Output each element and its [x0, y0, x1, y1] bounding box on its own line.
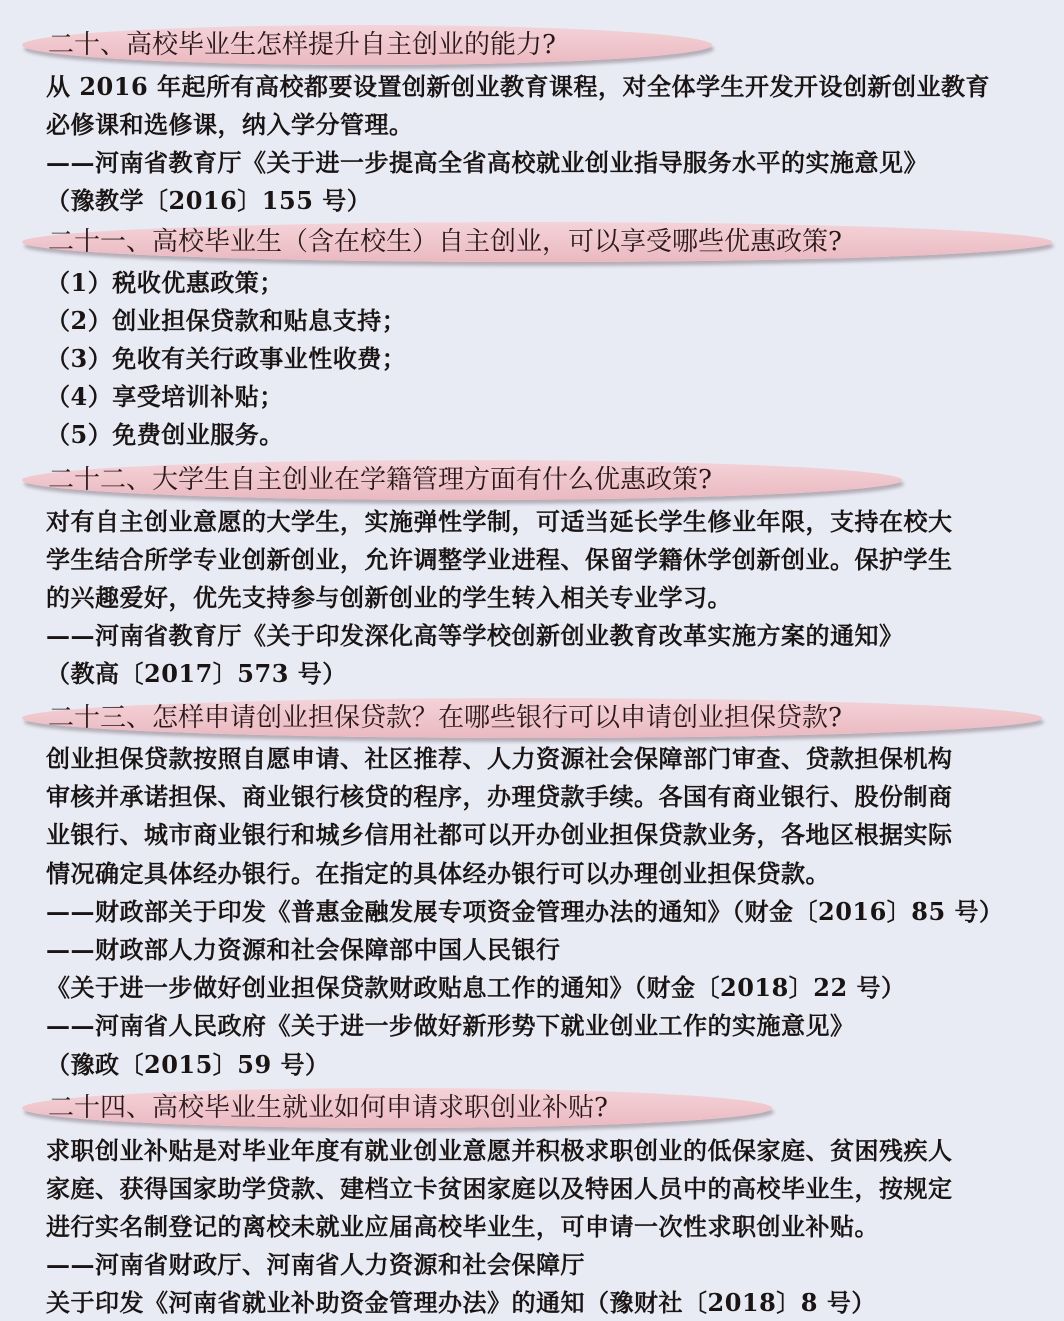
section-text-line: ——河南省财政厅、河南省人力资源和社会保障厅: [46, 1250, 585, 1279]
section-text-line: 从 2016 年起所有高校都要设置创新创业教育课程，对全体学生开发开设创新创业教育: [46, 72, 991, 101]
section-text-line: ——河南省教育厅《关于进一步提高全省高校就业创业指导服务水平的实施意见》: [46, 148, 928, 177]
section-text-line: （豫政〔2015〕59 号）: [46, 1049, 330, 1079]
section-text-line: 创业担保贷款按照自愿申请、社区推荐、人力资源社会保障部门审查、贷款担保机构: [46, 744, 953, 773]
section-text-line: 对有自主创业意愿的大学生，实施弹性学制，可适当延长学生修业年限，支持在校大: [46, 507, 953, 536]
section-heading: 二十四、高校毕业生就业如何申请求职创业补贴?: [22, 1088, 772, 1128]
section-text-line: （5）免费创业服务。: [46, 420, 284, 449]
section-text-line: 业银行、城市商业银行和城乡信用社都可以开办创业担保贷款业务，各地区根据实际: [46, 820, 953, 850]
section-text-line: ——河南省人民政府《关于进一步做好新形势下就业创业工作的实施意见》: [46, 1011, 855, 1041]
section-heading: 二十、高校毕业生怎样提升自主创业的能力?: [22, 25, 712, 65]
section-text-line: （豫教学〔2016〕155 号）: [46, 186, 372, 215]
section-text-line: （1）税收优惠政策；: [46, 268, 284, 297]
section-heading: 二十一、高校毕业生（含在校生）自主创业，可以享受哪些优惠政策?: [22, 222, 1052, 262]
section-text-line: 审核并承诺担保、商业银行核贷的程序，办理贷款手续。各国有商业银行、股份制商: [46, 782, 953, 812]
section-text-line: ——财政部关于印发《普惠金融发展专项资金管理办法的通知》（财金〔2016〕85 号）: [46, 896, 1004, 926]
section-text-line: 进行实名制登记的离校未就业应届高校毕业生，可申请一次性求职创业补贴。: [46, 1212, 879, 1241]
section-text-line: 求职创业补贴是对毕业年度有就业创业意愿并积极求职创业的低保家庭、贫困残疾人: [46, 1136, 953, 1165]
section-text-line: ——财政部人力资源和社会保障部中国人民银行: [46, 935, 561, 964]
section-text-line: 情况确定具体经办银行。在指定的具体经办银行可以办理创业担保贷款。: [46, 858, 830, 888]
section-text-line: ——河南省教育厅《关于印发深化高等学校创新创业教育改革实施方案的通知》: [46, 621, 904, 650]
section-text-line: 家庭、获得国家助学贷款、建档立卡贫困家庭以及特困人员中的高校毕业生，按规定: [46, 1174, 953, 1203]
section-text-line: 的兴趣爱好，优先支持参与创新创业的学生转入相关专业学习。: [46, 583, 732, 612]
section-heading: 二十二、大学生自主创业在学籍管理方面有什么优惠政策?: [22, 460, 902, 500]
section-text-line: （3）免收有关行政事业性收费；: [46, 344, 407, 373]
section-text-line: （2）创业担保贷款和贴息支持；: [46, 306, 407, 335]
section-text-line: （教高〔2017〕573 号）: [46, 659, 347, 688]
section-text-line: （4）享受培训补贴；: [46, 382, 284, 411]
section-heading: 二十三、怎样申请创业担保贷款？在哪些银行可以申请创业担保贷款?: [22, 698, 1042, 738]
section-text-line: 必修课和选修课，纳入学分管理。: [46, 110, 414, 139]
section-text-line: 学生结合所学专业创新创业，允许调整学业进程、保留学籍休学创新创业。保护学生: [46, 545, 953, 574]
section-text-line: 关于印发《河南省就业补助资金管理办法》的通知（豫财社〔2018〕8 号）: [46, 1288, 876, 1317]
section-text-line: 《关于进一步做好创业担保贷款财政贴息工作的通知》（财金〔2018〕22 号）: [46, 973, 906, 1003]
